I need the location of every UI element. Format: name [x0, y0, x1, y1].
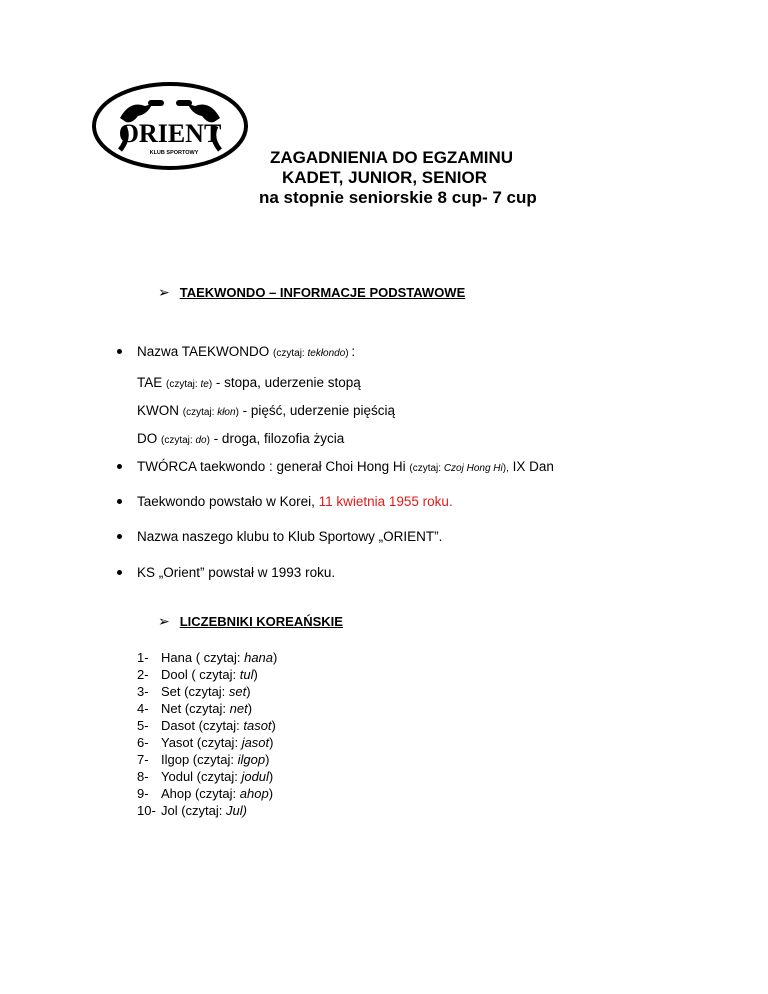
section-heading-text: TAEKWONDO – INFORMACJE PODSTAWOWE — [179, 285, 466, 300]
list-item: 7- Ilgop (czytaj: ilgop) — [137, 752, 270, 767]
list-item: 6- Yasot (czytaj: jasot) — [137, 735, 274, 750]
title-line-2: KADET, JUNIOR, SENIOR — [282, 168, 487, 187]
list-item: 8- Yodul (czytaj: jodul) — [137, 769, 274, 784]
list-item-creator: TWÓRCA taekwondo : generał Choi Hong Hi (czytaj: Czoj Hong Hi), IX Dan — [137, 459, 554, 474]
list-item-name: Nazwa TAEKWONDO (czytaj: tekłondo) : — [137, 344, 355, 359]
logo-subtitle-text: KLUB SPORTOWY — [149, 150, 199, 156]
logo-brand-text: ORIENT — [118, 119, 222, 148]
list-item-club-name: Nazwa naszego klubu to Klub Sportowy „ORIENT”. — [137, 529, 442, 544]
list-item: 9- Ahop (czytaj: ahop) — [137, 786, 274, 801]
list-item: 4- Net (czytaj: net) — [137, 701, 253, 716]
list-item: 1- Hana ( czytaj: hana) — [137, 650, 278, 665]
bullet-dot-icon — [117, 349, 122, 354]
section-heading-basics — [158, 284, 465, 302]
list-item: 5- Dasot (czytaj: tasot) — [137, 718, 276, 733]
list-item-club-founded: KS „Orient” powstał w 1993 roku. — [137, 565, 335, 580]
arrow-bullet-icon: ➢ — [158, 613, 170, 629]
term-kwon: KWON (czytaj: kłon) - pięść, uderzenie pięścią — [137, 403, 395, 418]
title-line-3: na stopnie seniorskie 8 cup- 7 cup — [259, 188, 537, 207]
term-do: DO (czytaj: do) - droga, filozofia życia — [137, 431, 345, 446]
list-item: 2- Dool ( czytaj: tul) — [137, 667, 258, 682]
title-line-1: ZAGADNIENIA DO EGZAMINU — [270, 148, 514, 167]
arrow-bullet-icon: ➢ — [158, 284, 170, 300]
section-heading-text: LICZEBNIKI KOREAŃSKIE — [179, 614, 343, 629]
bullet-dot-icon — [117, 570, 122, 575]
document-title — [200, 148, 680, 208]
list-item: 10- Jol (czytaj: Jul) — [137, 803, 247, 818]
section-heading-numerals — [158, 613, 343, 631]
bullet-dot-icon — [117, 499, 122, 504]
korean-numerals-list — [137, 649, 277, 819]
list-item-founded: Taekwondo powstało w Korei, 11 kwietnia 1955 roku. — [137, 494, 453, 509]
founded-date: 11 kwietnia 1955 roku. — [318, 494, 453, 509]
term-tae: TAE (czytaj: te) - stopa, uderzenie stopą — [137, 375, 361, 390]
list-item: 3- Set (czytaj: set) — [137, 684, 251, 699]
bullet-dot-icon — [117, 464, 122, 469]
bullet-dot-icon — [117, 534, 122, 539]
